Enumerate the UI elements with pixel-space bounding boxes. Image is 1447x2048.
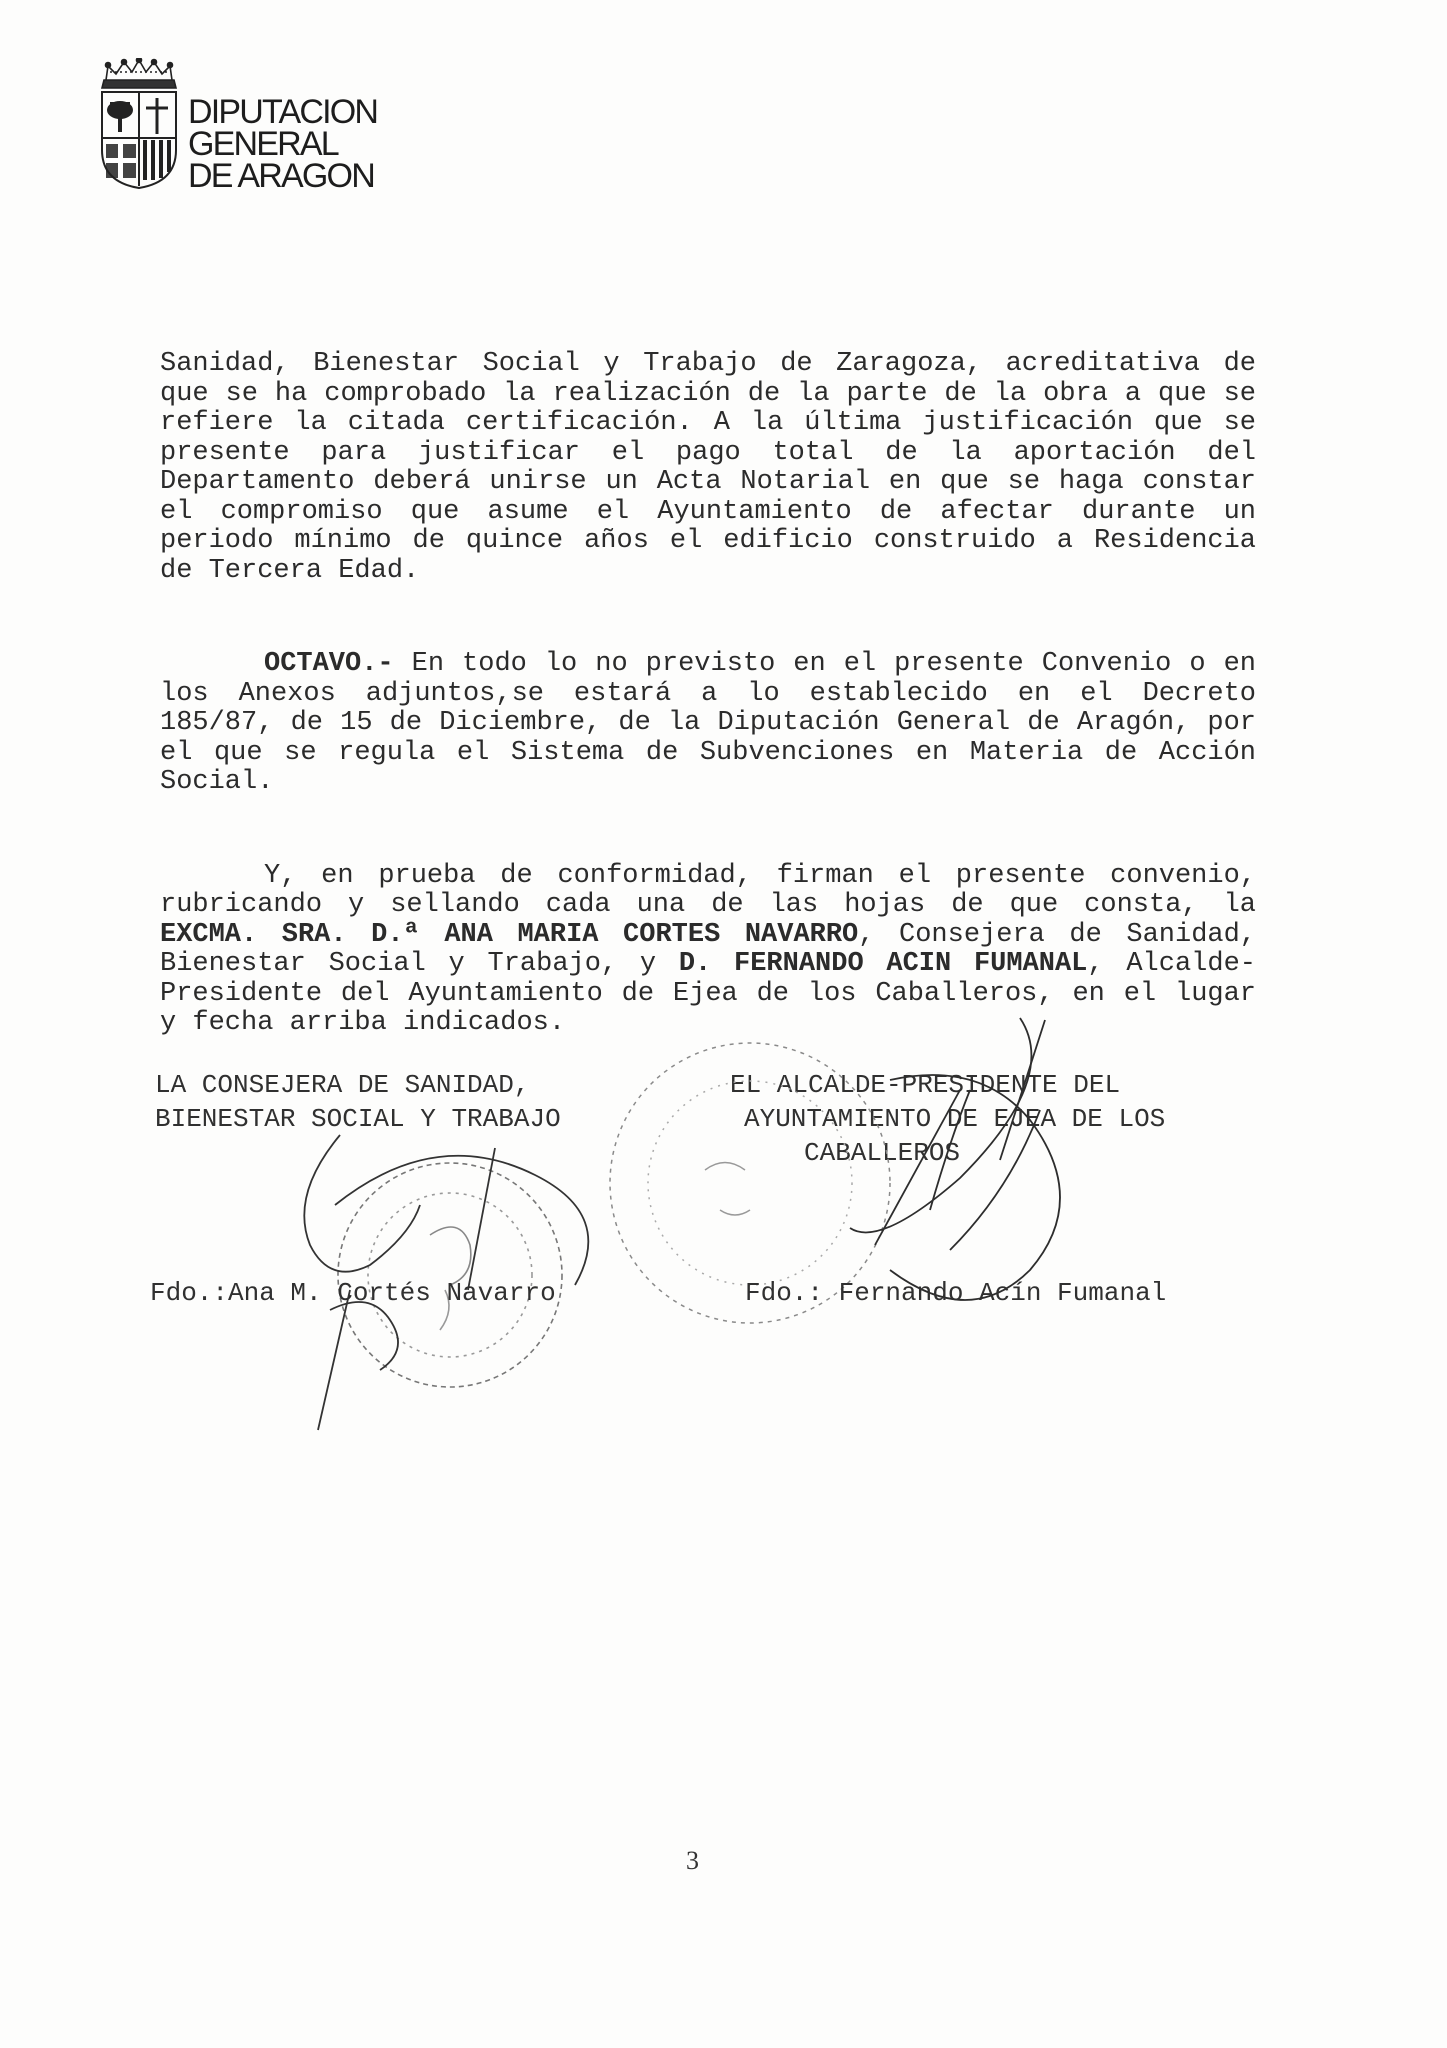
paragraph-octavo: [160, 650, 1256, 798]
organization-name: [188, 93, 378, 195]
left-title-line-1: LA CONSEJERA DE SANIDAD,: [155, 1070, 530, 1100]
signatory-name-2: D. FERNANDO ACIN FUMANAL: [678, 949, 1088, 979]
org-name-line-3: DE ARAGON: [188, 157, 374, 195]
right-title-line-3: CABALLEROS: [804, 1138, 961, 1168]
coat-of-arms-logo: [96, 58, 182, 190]
signed-line-right: Fdo.: Fernando Acín Fumanal: [745, 1278, 1167, 1308]
left-title-line-2: BIENESTAR SOCIAL Y TRABAJO: [155, 1104, 561, 1134]
signature-title-right: [730, 1068, 1165, 1170]
signatory-name-1: EXCMA. SRA. D.ª ANA MARIA CORTES NAVARRO: [160, 919, 859, 950]
left-official-seal-icon: [338, 1163, 562, 1387]
conformity-text-b: , Consejera de Sanidad, Bienestar Social y Trabajo, y: [160, 919, 1256, 979]
right-title-line-1: EL ALCALDE-PRESIDENTE DEL: [730, 1070, 1121, 1100]
right-title-line-2: AYUNTAMIENTO DE EJEA DE LOS: [744, 1104, 1166, 1134]
signature-title-left: [155, 1068, 561, 1136]
octavo-text: En todo lo no previsto en el presente Convenio o en los Anexos adjuntos,se estará a lo establecido en el Decreto 185/87, de 15 de Diciembre, de la Diputación General de Aragón, por el que se regula el Sistema de Subvenciones en Materia de Acción Social.: [160, 649, 1256, 797]
document-body: [160, 350, 1256, 1039]
conformity-text-a: Y, en prueba de conformidad, firman el presente convenio, rubricando y sellando cada una de las hojas de que consta, la: [160, 860, 1256, 920]
paragraph-1: Sanidad, Bienestar Social y Trabajo de Zaragoza, acreditativa de que se ha comprobado la realización de la parte de la obra a que se refiere la citada certificación. A la última justificación que se presente para justificar el pago total de la aportación del Departamento deberá unirse un Acta Notarial en que se haga constar el compromiso que asume el Ayuntamiento de afectar durante un periodo mínimo de quince años el edificio construido a Residencia de Tercera Edad.: [160, 349, 1256, 586]
page-number: 3: [686, 1846, 699, 1875]
octavo-heading: OCTAVO.-: [264, 649, 394, 679]
signed-line-left: Fdo.:Ana M. Cortés Navarro: [150, 1278, 556, 1308]
paragraph-conformity: [160, 862, 1256, 1039]
org-name-line-1: DIPUTACION: [188, 93, 378, 131]
conformity-text-c: , Alcalde-Presidente del Ayuntamiento de Ejea de los Caballeros, en el lugar y fecha arriba indicados.: [160, 949, 1256, 1038]
letterhead: [96, 58, 416, 198]
org-name-line-2: GENERAL: [188, 125, 338, 163]
